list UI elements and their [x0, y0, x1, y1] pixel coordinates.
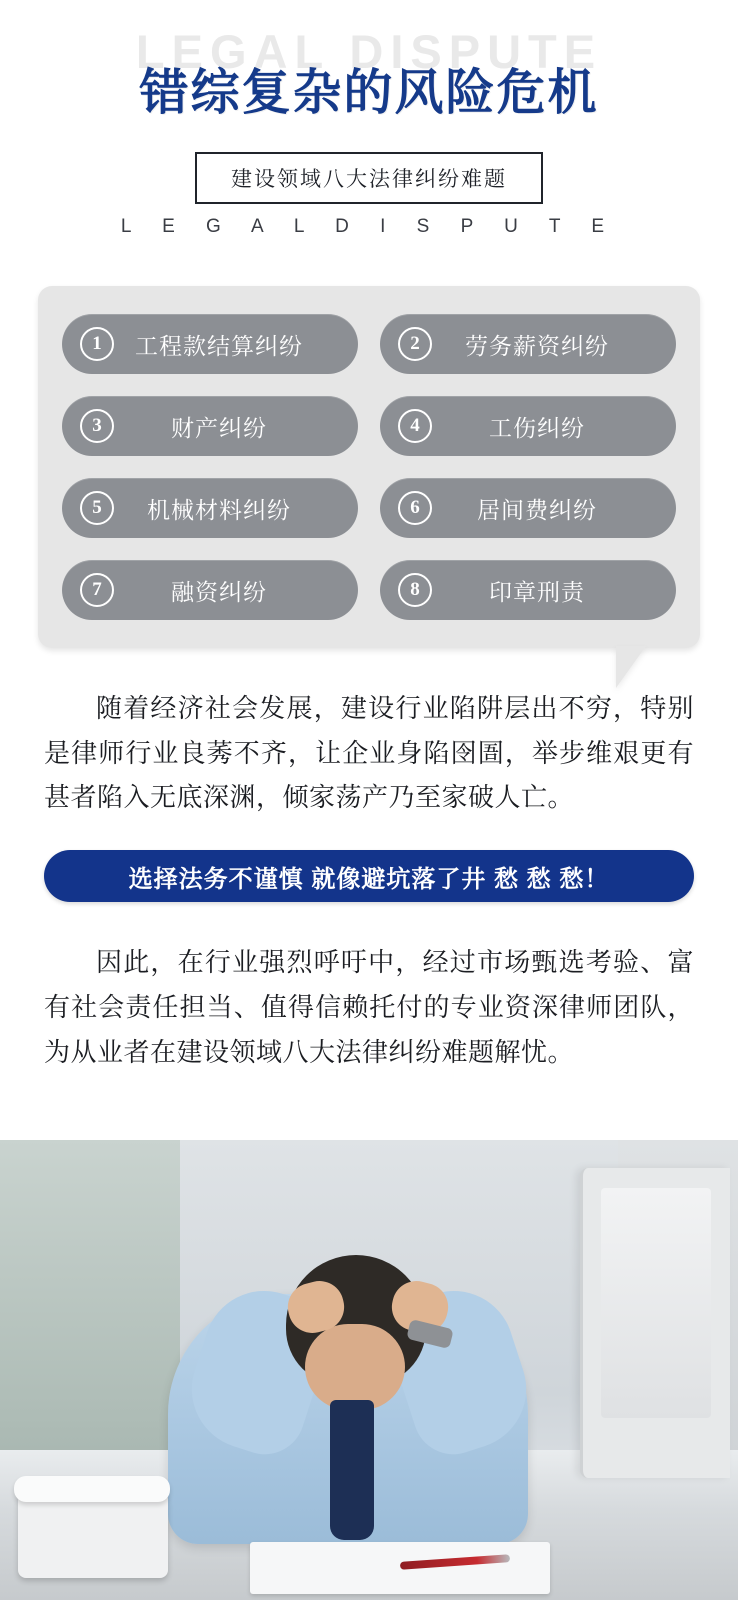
subtitle-box: 建设领域八大法律纠纷难题 [195, 152, 543, 204]
item-number: 5 [80, 491, 114, 525]
speech-bubble-tail [616, 646, 646, 688]
page-title: 错综复杂的风险危机 [139, 64, 599, 121]
list-item[interactable] [62, 478, 358, 538]
item-label: 融资纠纷 [171, 578, 267, 605]
item-number: 2 [398, 327, 432, 361]
item-number: 7 [80, 573, 114, 607]
necktie [330, 1400, 374, 1540]
item-label: 劳务薪资纠纷 [465, 332, 609, 359]
monitor-icon [580, 1168, 730, 1478]
list-item[interactable] [380, 560, 676, 620]
list-item[interactable] [380, 478, 676, 538]
item-label: 机械材料纠纷 [147, 496, 291, 523]
desk-phone-icon [18, 1492, 168, 1578]
dispute-panel-wrapper [38, 286, 700, 648]
item-label: 工程款结算纠纷 [135, 332, 303, 359]
item-label: 财产纠纷 [171, 414, 267, 441]
list-item[interactable] [62, 396, 358, 456]
item-number: 6 [398, 491, 432, 525]
list-item[interactable] [62, 314, 358, 374]
list-item[interactable] [62, 560, 358, 620]
item-label: 居间费纠纷 [477, 496, 597, 523]
paragraph-two: 因此，在行业强烈呼吁中，经过市场甄选考验、富有社会责任担当、值得信赖托付的专业资深律师团队，为从业者在建设领域八大法律纠纷难题解忧。 [44, 947, 694, 1067]
list-item[interactable] [380, 396, 676, 456]
dispute-grid [62, 314, 676, 620]
item-number: 8 [398, 573, 432, 607]
list-item[interactable] [380, 314, 676, 374]
item-number: 3 [80, 409, 114, 443]
item-number: 1 [80, 327, 114, 361]
item-number: 4 [398, 409, 432, 443]
highlight-banner: 选择法务不谨慎 就像避坑落了井 愁 愁 愁！ [44, 850, 694, 902]
ghost-title: LEGAL DISPUTE [135, 25, 603, 78]
item-label: 印章刑责 [489, 578, 585, 605]
dispute-panel [38, 286, 700, 648]
english-subtitle: L E G A L D I S P U T E [120, 216, 618, 237]
stressed-businessman-photo [0, 1140, 738, 1600]
paragraph-one: 随着经济社会发展，建设行业陷阱层出不穷，特别是律师行业良莠不齐，让企业身陷囹圄，举步维艰更有甚者陷入无底深渊，倾家荡产乃至家破人亡。 [44, 693, 694, 813]
person-face [305, 1324, 405, 1410]
item-label: 工伤纠纷 [489, 414, 585, 441]
header [0, 0, 738, 270]
